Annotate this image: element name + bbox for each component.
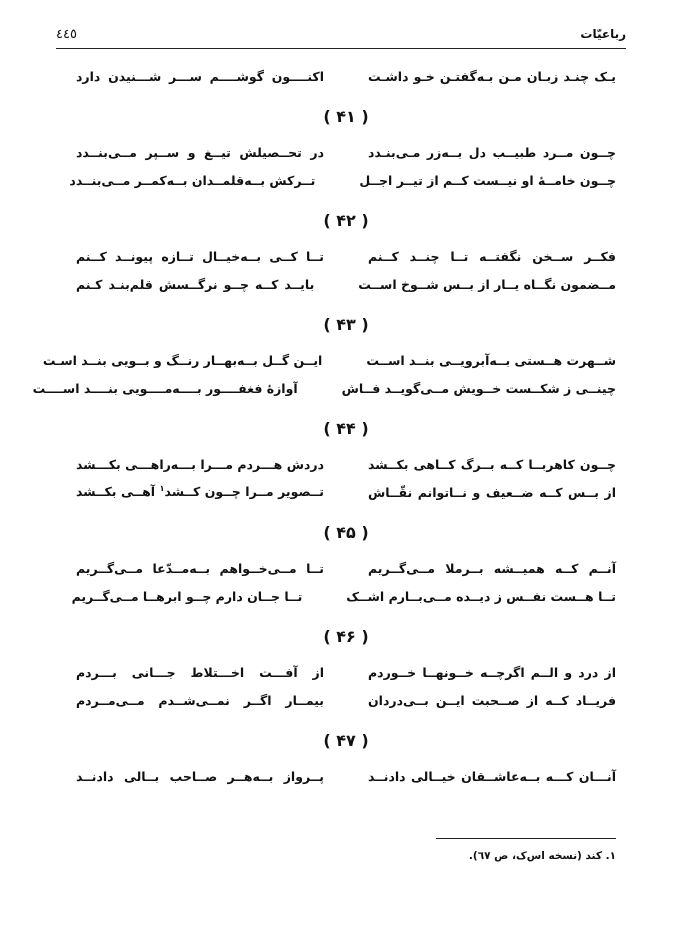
quatrain-43 <box>32 310 616 402</box>
intro-verse <box>76 62 616 90</box>
verse-line <box>76 762 616 790</box>
hemistich-tail: آهــی بکــشد <box>76 484 160 500</box>
footnote-marker[interactable]: ١ <box>159 484 165 494</box>
verse-line <box>71 582 616 610</box>
running-title: رباعیّات <box>580 27 626 41</box>
hemistich-right: آنــم کــه همیــشه بــرملا مــی‌گــریم <box>368 560 616 576</box>
hemistich-right: از درد و الــم اگرچــه خــونهــا خــوردم <box>368 664 616 680</box>
verse-line <box>76 478 616 506</box>
verse-line <box>76 554 616 582</box>
hemistich-right: مــضمون نگــاه یــار از بــس شــوخ اســت <box>358 276 616 292</box>
footnote-separator <box>436 838 616 839</box>
quatrain-45 <box>71 518 616 610</box>
hemistich-left: ایــن گــل بــه‌بهــار رنــگ و بــویی بنــد اسـت <box>42 352 323 368</box>
hemistich-left: تــا جــان دارم چــو ابرهــا مــی‌گــریم <box>71 588 303 604</box>
quatrain-47 <box>76 726 616 790</box>
hemistich-left <box>76 484 346 499</box>
verse-line <box>76 270 616 298</box>
verse-line <box>69 166 616 194</box>
hemistich-right: از بــس کــه ضــعیف و نــاتوانم نقّــاش <box>368 484 616 500</box>
verse-line <box>76 242 616 270</box>
hemistich-left: در تحــصیلش تیــغ و ســپر مــی‌بنــدد <box>76 144 324 160</box>
quatrain-number: ( ۴۷ ) <box>323 731 369 750</box>
hemistich-left: تــا کــی بــه‌خیــال تــازه پیونــد کــنم <box>76 248 324 264</box>
quatrain-number: ( ۴۵ ) <box>323 523 369 542</box>
hemistich-right: فکــر ســخن نگفتــه تــا چنــد کــنم <box>368 248 616 264</box>
quatrain-41 <box>69 102 616 194</box>
footnote: ١. کند (نسخه اس‌ک، ص ٦٧). <box>468 850 616 862</box>
verse-line <box>76 658 616 686</box>
verse-line <box>76 138 616 166</box>
quatrain-number: ( ۴۳ ) <box>323 315 369 334</box>
quatrain-number: ( ۴۱ ) <box>323 107 369 126</box>
hemistich-right: چــون خامــهٔ او نیــست کــم از تیــر اجــل <box>359 172 616 188</box>
hemistich-right: آنـــان کـــه بــه‌عاشــقان خیــالی دادنــد <box>368 768 616 784</box>
verse-line <box>76 686 616 714</box>
verse-line <box>42 346 616 374</box>
hemistich-left: تــرکش بــه‌قلمــدان بــه‌کمــر مــی‌بنــدد <box>69 172 316 188</box>
hemistich-right: فریــاد کــه از صــحبت ایــن بــی‌دردان <box>368 692 616 708</box>
hemistich-right: چینــی ز شکــست خــویش مــی‌گویــد فــاش <box>341 380 616 396</box>
hemistich-left: بیمــار اگــر نمــی‌شــدم مــی‌مــردم <box>76 692 324 708</box>
verse-line <box>32 374 616 402</box>
page-number: ٤٤٥ <box>56 26 77 42</box>
hemistich-right: یـک چنـد زبـان مـن بـه‌گفتـن خـو داشـت <box>368 68 616 84</box>
quatrain-number: ( ۴۶ ) <box>323 627 369 646</box>
header-rule <box>56 48 626 49</box>
running-header <box>56 22 626 46</box>
quatrain-42 <box>76 206 616 298</box>
hemistich-right: تــا هــست نفــس ز دیــده مــی‌بــارم اشــک <box>346 588 616 604</box>
hemistich-left: از آفـــت اخـــتلاط جـــانی بـــردم <box>76 664 324 680</box>
quatrain-number: ( ۴۴ ) <box>323 419 369 438</box>
hemistich-left: اکنــــون گوشــــم ســـر شـــنیدن دارد <box>76 68 324 84</box>
quatrain-46 <box>76 622 616 714</box>
quatrain-44 <box>76 414 616 506</box>
poem-body <box>32 62 616 790</box>
hemistich-right: چــون کاهربــا کــه بــرگ کــاهی بکــشد <box>368 456 616 472</box>
hemistich-left: پــرواز بــه‌هــر صــاحب بــالی دادنــد <box>76 768 324 784</box>
hemistich-right: شــهرت هــستی بــه‌آبرویــی بنــد اســت <box>366 352 616 368</box>
hemistich-text: تــصویر مــرا چــون کــشد <box>164 484 325 500</box>
hemistich-left: بایــد کــه چــو نرگــسش قلم‌بنـد کـنم <box>76 276 315 292</box>
hemistich-left: آوازهٔ فغفــــور بــــه‌مــــویی بنــــد اســــت <box>32 380 298 396</box>
quatrain-number: ( ۴۲ ) <box>323 211 369 230</box>
hemistich-left: تــا مــی‌خــواهم بــه‌مــدّعا مــی‌گــریم <box>76 560 324 576</box>
hemistich-right: چــون مــرد طبیــب دل بــه‌زر مـی‌بنـدد <box>368 144 616 160</box>
verse-line <box>76 450 616 478</box>
hemistich-left: دردش هـــردم مـــرا بـــه‌راهـــی بکـــشد <box>76 456 324 472</box>
